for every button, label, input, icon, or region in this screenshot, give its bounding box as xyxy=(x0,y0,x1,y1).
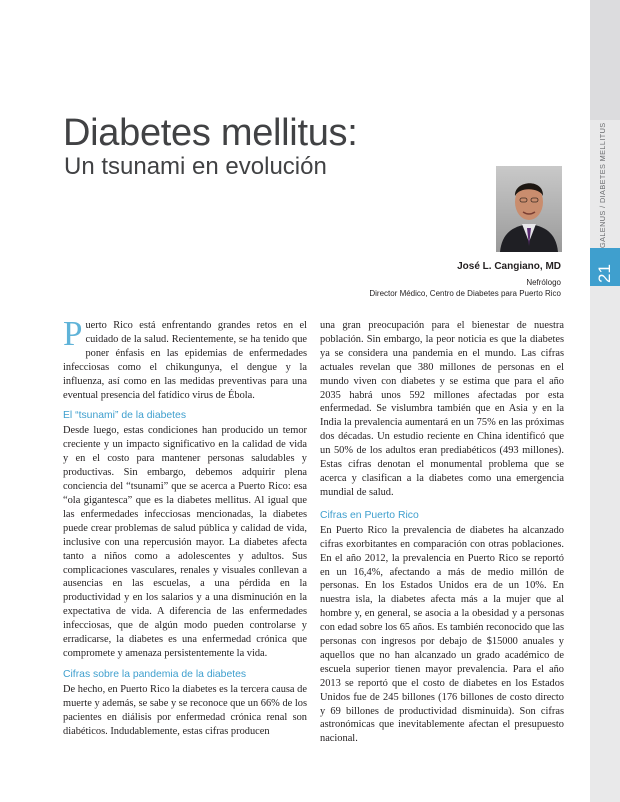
intro-paragraph xyxy=(63,314,307,402)
author-portrait-icon xyxy=(496,166,562,252)
author-block xyxy=(369,260,561,299)
author-name: José L. Cangiano, MD xyxy=(457,261,561,272)
section-heading-puerto-rico: Cifras en Puerto Rico xyxy=(320,509,419,521)
section-paragraph-tsunami: Desde luego, estas condiciones han producido un temor creciente y un impacto significativo en la calidad de vida y en el costo para mantener personas saludables y productivas. Sin embargo, debemos adquirir plena conciencia del “tsunami” que se acerca a Puerto Rico: esa “ola gigantesca” que es la diabetes mellitus. Al igual que las enfermedades infecciosas mencionadas, la diabetes puede crear problemas de salud pública y calidad de vida, inclusive con una repercusión mayor. La diabetes afecta tanto a niños como a adolescentes y adultos. Sus complicaciones vasculares, renales y visuales conllevan a ausencias en las escuelas, a una pérdida en la productividad y en los salarios y a una disminución en la expectativa de vida. A diferencia de las enfermedades infecciosas, que de algún modo pueden controlarse y erradicarse, la diabetes es una enfermedad crónica que compromete y amenaza persistentemente la vida. xyxy=(63,425,307,659)
article-title: Diabetes mellitus: xyxy=(63,112,358,154)
article-column-right xyxy=(320,319,564,746)
sidebar-strip xyxy=(590,0,620,802)
author-affiliation: Director Médico, Centro de Diabetes para Puerto Rico xyxy=(369,289,561,298)
section-paragraph-pandemia-part1: De hecho, en Puerto Rico la diabetes es la tercera causa de muerte y además, se sabe y se reconoce que un 66% de los pacientes en diálisis por enfermedad crónica renal son diabéticos. Indudablemente, estas cifras producen xyxy=(63,683,307,737)
section-heading-tsunami: El “tsunami” de la diabetes xyxy=(63,410,187,422)
section-paragraph-pandemia-part2: una gran preocupación para el bienestar de nuestra población. Sin embargo, la peor noticia es que la diabetes ya se considera una pandemia en el mundo. Las cifras actuales revelan que 380 millones de personas en el mundo viven con diabetes y se estima que para el año 2035 habrá unos 592 millones afectadas por esta enfermedad. Se vislumbra también que en Asia y en la India la prevalencia aumentará en un 75% en las próximas dos décadas. Un estudio reciente en China identificó que un 50% de los adultos eran prediabéticos (493 millones). Estas cifras denotan el monumental problema que se acerca y clasifican a la diabetes como una emergencia mundial de salud. xyxy=(320,320,564,498)
article-column-left xyxy=(63,314,307,738)
intro-text: uerto Rico está enfrentando grandes retos en el cuidado de la salud. Recientemente, se ha tenido que poner énfasis en las epidemias de enfermedades infecciosas como el chikungunya, el dengue y la influenza, así como en las medidas preventivas para una eventual presencia del fatídico virus de Ébola. xyxy=(63,320,307,401)
article-subtitle: Un tsunami en evolución xyxy=(64,153,327,180)
page-number: 21 xyxy=(595,264,614,283)
author-role: Nefrólogo xyxy=(526,278,561,287)
running-header: GALENUS / DIABETES MELLITUS xyxy=(598,122,607,248)
section-heading-pandemia: Cifras sobre la pandemia de la diabetes xyxy=(63,668,247,680)
sidebar-top-band xyxy=(590,0,620,120)
drop-cap: P xyxy=(63,314,83,353)
section-paragraph-puerto-rico: En Puerto Rico la prevalencia de diabetes ha alcanzado cifras exorbitantes en comparación con otras poblaciones. En el año 2012, la prevalencia en Puerto Rico se reportó en un 16,4%, afectando a más de medio millón de personas. En los Estados Unidos era de un 10%. En nuestra isla, la diabetes afecta más a la mujer que al hombre y, en general, se asocia a la obesidad y a personas con edad sobre los 65 años. Es también reconocido que las personas con ingresos por debajo de $15000 anuales y aquellos que no han alcanzado un grado académico de escuela superior tienen mayor prevalencia. Para el año 2013 se reportó que el costo de diabetes en los Estados Unidos fue de 245 billones (176 billones de costo directo y 69 billones de productividad disminuida). Son cifras astronómicas que inevitablemente afectan el presupuesto nacional. xyxy=(320,524,564,745)
author-photo xyxy=(496,166,562,252)
